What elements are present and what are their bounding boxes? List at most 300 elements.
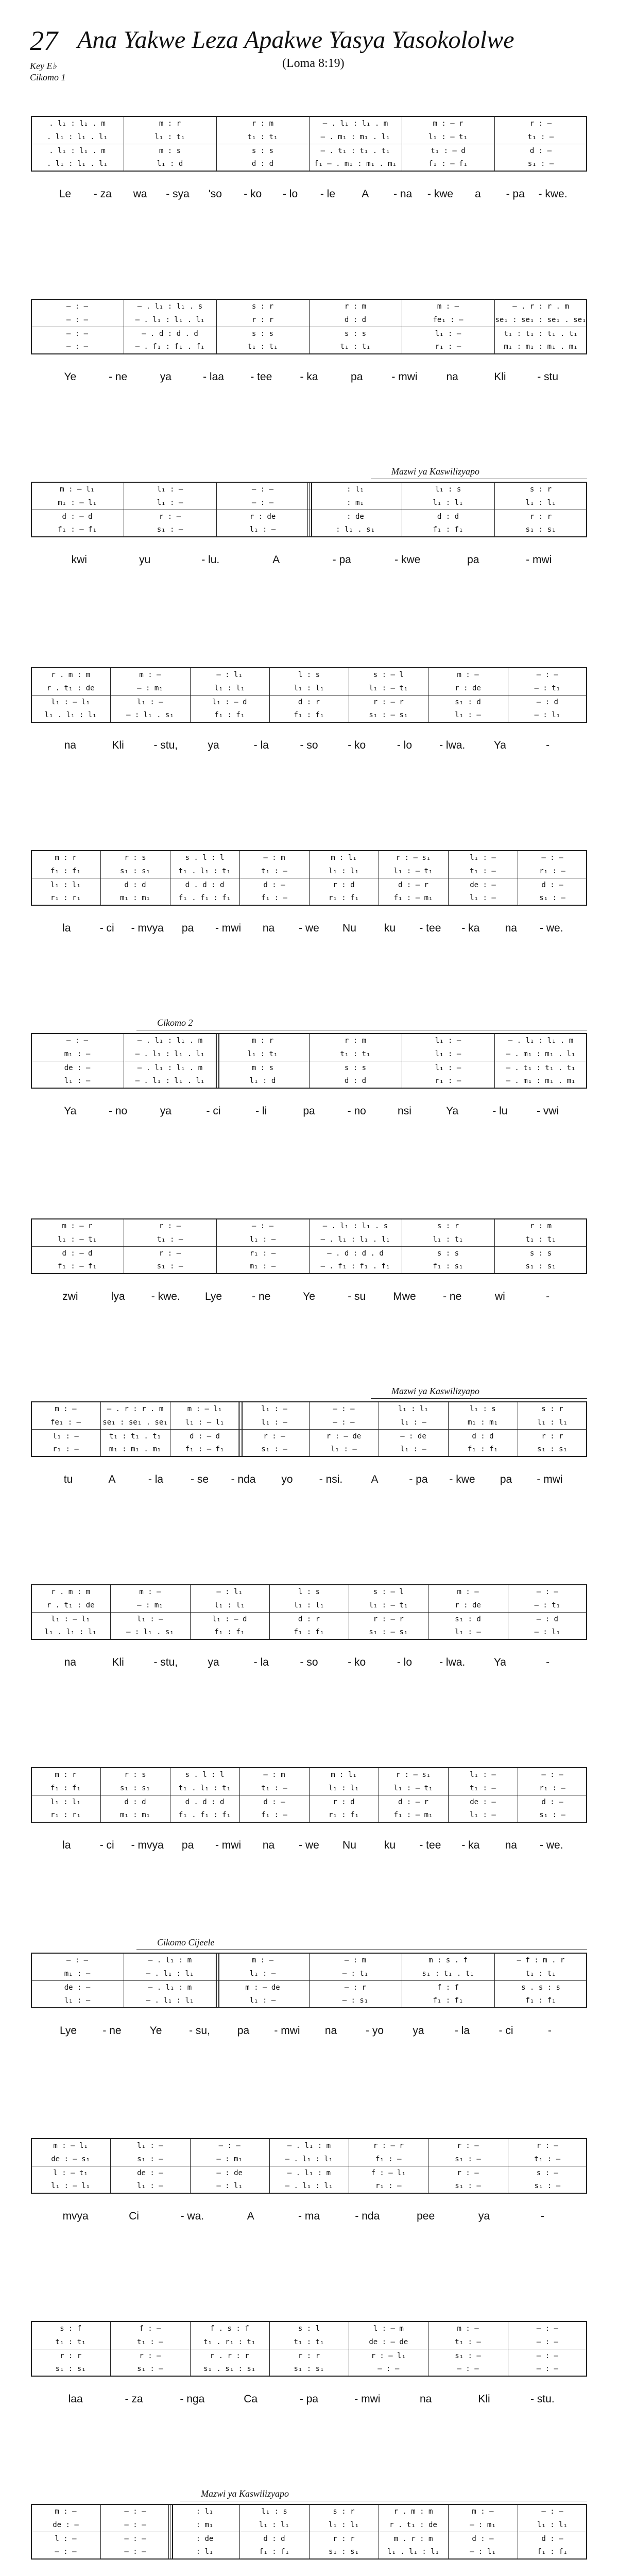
lyrics-line (31, 1839, 587, 1858)
solfa-measure: — . l₁ : l₁ (285, 2182, 333, 2190)
solfa-measure: r : — (159, 513, 181, 521)
solfa-measure: l₁ : — l₁ (51, 2182, 91, 2190)
solfa-measure: : de (347, 513, 364, 521)
solfa-measure: f₁ : f₁ (525, 1996, 556, 2005)
solfa-measure: — : l₁ . s₁ (126, 711, 174, 719)
lyric-syllable: - lo (282, 188, 298, 200)
staff-system (31, 1218, 587, 1274)
lyric-syllable: - la (148, 1473, 164, 1485)
solfa-measure: r : — r (373, 1615, 404, 1623)
solfa-measure: l₁ . l₁ : l₁ (44, 711, 97, 719)
barline (190, 2322, 191, 2376)
solfa-measure: — : m₁ (470, 2521, 496, 2529)
solfa-measure: — : m (263, 1771, 285, 1779)
double-barline (215, 1954, 219, 2007)
solfa-measure: — . l₁ : l₁ . m (137, 1037, 203, 1045)
solfa-measure: r : — (263, 1432, 285, 1440)
solfa-measure: l₁ : — (53, 1432, 79, 1440)
solfa-measure: m : — (55, 1405, 77, 1413)
solfa-measure: m : — (457, 1588, 479, 1596)
solfa-measure: f₁ : — (261, 894, 287, 902)
lyric-syllable: - le (320, 188, 336, 200)
solfa-measure: — . r : r . m (107, 1405, 164, 1413)
solfa-measure: — : t₁ (534, 684, 561, 692)
solfa-measure: t₁ : — (527, 133, 554, 141)
solfa-measure: d : — (472, 2535, 494, 2543)
solfa-measure: f₁ : — m₁ (393, 894, 433, 902)
solfa-measure: s : f (60, 2325, 82, 2333)
solfa-measure: r . m : m (51, 1588, 91, 1596)
solfa-measure: s₁ : d (455, 1615, 481, 1623)
solfa-measure: — . l₁ : l₁ . m (322, 120, 388, 128)
solfa-measure: l₁ : s (470, 1405, 496, 1413)
solfa-measure: — . l₁ : l₁ . l₁ (135, 1050, 205, 1058)
solfa-measure: — : — (66, 330, 89, 338)
solfa-measure: — . l₁ : l₁ . l₁ (135, 1077, 205, 1085)
barline (216, 117, 217, 171)
solfa-measure: l₁ : s (435, 485, 461, 494)
lyric-syllable: - mvya (131, 922, 164, 934)
solfa-measure: s₁ : — (157, 1262, 183, 1270)
solfa-measure: m : — l₁ (187, 1405, 222, 1413)
solfa-measure: r : de (249, 513, 276, 521)
lyric-syllable: - lo (397, 1656, 413, 1668)
solfa-measure: f₁ : — f₁ (58, 526, 97, 534)
solfa-measure: l₁ : — t₁ (369, 1601, 408, 1609)
solfa-measure: — : m (344, 1956, 367, 1964)
solfa-measure: d : d (344, 1077, 367, 1085)
lyric-syllable: zwi (62, 1291, 78, 1302)
solfa-measure: r₁ : f₁ (328, 894, 359, 902)
solfa-measure: l₁ : — t₁ (369, 684, 408, 692)
lyric-syllable: a (475, 188, 481, 200)
voice-row (31, 2362, 587, 2376)
lyric-syllable: ya (478, 2210, 490, 2222)
solfa-measure: r : — l₁ (371, 2352, 406, 2360)
solfa-measure: r₁ : r₁ (50, 1811, 81, 1819)
solfa-measure: l₁ : l₁ (537, 2521, 568, 2529)
lyrics-line (31, 1291, 587, 1309)
barline (494, 300, 495, 353)
solfa-measure: — : — (333, 1418, 355, 1427)
solfa-measure: s₁ : — (534, 2182, 561, 2190)
solfa-measure: m : — (472, 2507, 494, 2516)
barline-start (31, 2322, 32, 2376)
lyric-syllable: na (505, 922, 517, 934)
double-barline (168, 2505, 173, 2558)
solfa-measure: s₁ : d (455, 698, 481, 706)
solfa-measure: r : s (124, 854, 146, 862)
solfa-measure: l₁ : — (435, 330, 461, 338)
lyric-syllable: mvya (62, 2210, 89, 2222)
solfa-measure: f₁ : f₁ (433, 1996, 464, 2005)
solfa-measure: — : m₁ (216, 2155, 243, 2163)
barline (110, 2322, 111, 2376)
solfa-measure: s₁ : — (137, 2155, 163, 2163)
solfa-measure: — : de (216, 2169, 243, 2177)
solfa-measure: r₁ : — (435, 1077, 461, 1085)
voice-row (31, 2139, 587, 2153)
barline (494, 1219, 495, 1273)
lyric-syllable: - ne (252, 1291, 271, 1302)
solfa-measure: t₁ : — (261, 1784, 287, 1792)
lyric-syllable: kwi (71, 554, 87, 566)
solfa-measure: d : d (472, 1432, 494, 1440)
barline-end (586, 1219, 587, 1273)
lyrics-line (31, 739, 587, 758)
lyrics-line (31, 1656, 587, 1675)
voice-row (31, 668, 587, 682)
barline-end (586, 1585, 587, 1639)
solfa-measure: r : — (159, 1222, 181, 1230)
solfa-measure: m : l₁ (331, 854, 357, 862)
solfa-measure: s₁ : — (157, 526, 183, 534)
lyric-syllable: lya (111, 1291, 125, 1302)
barline (309, 1768, 310, 1822)
barline (239, 2505, 240, 2558)
staff-system (31, 1033, 587, 1089)
barline-end (586, 851, 587, 905)
solfa-measure: — : — (66, 316, 89, 324)
voice-row (31, 682, 587, 695)
solfa-measure: s₁ : — (261, 1445, 287, 1453)
lyrics-line (31, 554, 587, 572)
solfa-measure: m : — (457, 671, 479, 679)
solfa-measure: r₁ : — (249, 1249, 276, 1258)
solfa-measure: — . l₁ : m (148, 1956, 192, 1964)
lyric-syllable: Ya (493, 739, 506, 751)
solfa-measure: f₁ : f₁ (50, 867, 81, 875)
solfa-measure: m : r (55, 1771, 77, 1779)
lyric-syllable: - so (300, 739, 318, 751)
lyrics-line (31, 2210, 587, 2229)
solfa-measure: r : — r (373, 2142, 404, 2150)
solfa-measure: l₁ : l₁ (294, 684, 324, 692)
voice-row (31, 695, 587, 709)
solfa-measure: r . m : m (393, 2507, 433, 2516)
staff-system (31, 850, 587, 906)
lyric-syllable: - mvya (131, 1839, 164, 1851)
barline (100, 1768, 101, 1822)
lyric-syllable: Kli (112, 1656, 124, 1668)
solfa-measure: : l₁ (196, 2507, 214, 2516)
solfa-measure: — . m₁ : m₁ . l₁ (506, 1050, 576, 1058)
solfa-measure: — : m₁ (137, 1601, 163, 1609)
barline (110, 1585, 111, 1639)
solfa-measure: — : d (536, 698, 558, 706)
lyric-syllable: - na (393, 188, 413, 200)
barline-end (586, 1402, 587, 1456)
solfa-measure: l₁ : l₁ (328, 867, 359, 875)
section-marker: Mazwi ya Kaswilizyapo (391, 466, 480, 477)
solfa-measure: f : — l₁ (371, 2169, 406, 2177)
solfa-measure: s . l : l (185, 854, 225, 862)
solfa-measure: de : — (64, 1064, 91, 1072)
solfa-measure: de : — (470, 1798, 496, 1806)
solfa-measure: — : — (541, 2507, 563, 2516)
solfa-measure: m : l₁ (331, 1771, 357, 1779)
lyric-syllable: 'so (208, 188, 222, 200)
solfa-measure: l₁ : — d (212, 698, 247, 706)
lyric-syllable: - kwe. (538, 188, 568, 200)
solfa-measure: l₁ : — (157, 485, 183, 494)
solfa-measure: f₁ — . m₁ : m₁ . m₁ (314, 160, 397, 168)
solfa-measure: s₁ : s₁ (328, 2548, 359, 2556)
staff-system (31, 2321, 587, 2377)
staff-system (31, 1584, 587, 1640)
barline-start (31, 851, 32, 905)
barline-start (31, 1585, 32, 1639)
solfa-measure: — : m (263, 854, 285, 862)
solfa-measure: s : s (344, 330, 367, 338)
solfa-measure: d : r (298, 698, 320, 706)
solfa-measure: l₁ : — d (212, 1615, 247, 1623)
solfa-measure: : l₁ (347, 485, 364, 494)
solfa-measure: l₁ : — (470, 894, 496, 902)
solfa-measure: f₁ : f₁ (50, 1784, 81, 1792)
solfa-measure: d : d (263, 2535, 285, 2543)
solfa-measure: s : — l (373, 1588, 404, 1596)
lyric-syllable: ku (384, 922, 396, 934)
solfa-measure: l₁ : s (261, 2507, 287, 2516)
barline (494, 1034, 495, 1088)
solfa-measure: d : — r (398, 881, 428, 889)
barline (309, 2505, 310, 2558)
barline (269, 668, 270, 722)
voice-row (31, 2349, 587, 2363)
lyrics-line (31, 922, 587, 941)
solfa-measure: f₁ : s₁ (433, 1262, 464, 1270)
lyric-syllable: - sya (166, 188, 190, 200)
solfa-measure: — : — (66, 1956, 89, 1964)
solfa-measure: f₁ : f₁ (214, 1628, 245, 1636)
lyric-syllable: - mwi (215, 1839, 242, 1851)
barline (216, 1219, 217, 1273)
solfa-measure: r . m : m (51, 671, 91, 679)
lyric-syllable: pa (351, 371, 363, 383)
solfa-measure: r : — (159, 1249, 181, 1258)
lyric-syllable: na (324, 2025, 337, 2037)
solfa-measure: l₁ . l₁ : l₁ (387, 2548, 440, 2556)
lyric-syllable: na (64, 739, 77, 751)
solfa-measure: l₁ : l₁ (294, 1601, 324, 1609)
solfa-measure: d : d (344, 316, 367, 324)
lyric-syllable: - la (454, 2025, 470, 2037)
solfa-measure: s₁ : s₁ (537, 1445, 568, 1453)
solfa-measure: m : s (159, 147, 181, 155)
lyric-syllable: yu (139, 554, 151, 566)
solfa-measure: l₁ : — (137, 698, 163, 706)
solfa-measure: r : r (298, 2352, 320, 2360)
barline (100, 2505, 101, 2558)
lyric-syllable: Kli (112, 739, 124, 751)
solfa-measure: — : t₁ (534, 1601, 561, 1609)
staff-system (31, 1767, 587, 1823)
staff-system (31, 2138, 587, 2194)
solfa-measure: m₁ : m₁ (119, 1811, 150, 1819)
solfa-measure: s : s (251, 147, 274, 155)
solfa-measure: — : — (55, 2548, 77, 2556)
solfa-measure: l₁ : — (455, 711, 481, 719)
lyric-syllable: - (546, 739, 550, 751)
solfa-measure: f₁ : f₁ (537, 2548, 568, 2556)
solfa-measure: — . l₁ : l₁ . l₁ (320, 1235, 390, 1244)
solfa-measure: s₁ : s₁ (55, 2365, 86, 2373)
lyric-syllable: pee (417, 2210, 435, 2222)
solfa-measure: m₁ : — (64, 1050, 91, 1058)
solfa-measure: s : r (333, 2507, 355, 2516)
solfa-measure: f₁ : — (375, 2155, 402, 2163)
solfa-measure: s₁ : — (539, 1811, 565, 1819)
solfa-measure: m : s (251, 1064, 274, 1072)
staff-system (31, 299, 587, 354)
lyric-syllable: pa (467, 554, 479, 566)
solfa-measure: s₁ : s₁ (119, 867, 150, 875)
solfa-measure: t₁ : t₁ (340, 343, 371, 351)
solfa-measure: — : l₁ (216, 1588, 243, 1596)
lyric-syllable: - nda (355, 2210, 380, 2222)
barline (190, 668, 191, 722)
lyric-syllable: na (64, 1656, 77, 1668)
solfa-measure: f₁ : — f₁ (428, 160, 468, 168)
lyric-syllable: na (446, 371, 458, 383)
lyric-syllable: yo (281, 1473, 293, 1485)
solfa-measure: r : — de (326, 1432, 362, 1440)
solfa-measure: — : — (536, 671, 558, 679)
solfa-measure: l₁ : — (435, 1037, 461, 1045)
lyrics-line (31, 2393, 587, 2412)
solfa-measure: — : — (251, 1222, 274, 1230)
double-barline (307, 483, 312, 536)
solfa-measure: s₁ : — (455, 2182, 481, 2190)
solfa-measure: l₁ : l₁ (433, 499, 464, 507)
lyric-syllable: Kli (478, 2393, 490, 2405)
lyric-syllable: - wa. (180, 2210, 204, 2222)
solfa-measure: l₁ : l₁ (398, 1405, 428, 1413)
solfa-measure: r : — (529, 120, 552, 128)
voice-row (31, 1585, 587, 1599)
solfa-measure: — . l₁ : l₁ (285, 2155, 333, 2163)
solfa-measure: l₁ : l₁ (50, 1798, 81, 1806)
lyric-syllable: Ci (129, 2210, 139, 2222)
barline-start (31, 300, 32, 353)
solfa-measure: — : — (251, 485, 274, 494)
lyric-syllable: Lye (204, 1291, 222, 1302)
solfa-measure: — . l₁ : l₁ . s (137, 302, 203, 311)
solfa-measure: l₁ : l₁ (328, 2521, 359, 2529)
solfa-measure: l₁ : — (400, 1418, 426, 1427)
lyric-syllable: - su (348, 1291, 366, 1302)
solfa-measure: de : — s₁ (51, 2155, 91, 2163)
voice-row (31, 2166, 587, 2180)
solfa-measure: l : — m (373, 2325, 404, 2333)
solfa-measure: l₁ : — l₁ (51, 1615, 91, 1623)
barline-start (31, 2505, 32, 2558)
lyric-syllable: ku (384, 1839, 396, 1851)
barline (190, 2139, 191, 2193)
solfa-measure: m : — (55, 2507, 77, 2516)
barline-start (31, 1402, 32, 1456)
lyric-syllable: - su, (189, 2025, 210, 2037)
solfa-measure: r . t₁ : de (389, 2521, 437, 2529)
solfa-measure: — : — (377, 2365, 400, 2373)
solfa-measure: f₁ . f₁ : f₁ (178, 1811, 231, 1819)
voice-row (31, 1612, 587, 1626)
solfa-measure: s₁ : s₁ (525, 526, 556, 534)
solfa-measure: d : — d (189, 1432, 220, 1440)
lyric-syllable: A (247, 2210, 254, 2222)
solfa-measure: d : d (124, 881, 146, 889)
double-barline (238, 1402, 243, 1456)
solfa-measure: m : r (159, 120, 181, 128)
lyric-syllable: - se (190, 1473, 209, 1485)
solfa-measure: s : r (251, 302, 274, 311)
lyric-syllable: - mwi (274, 2025, 300, 2037)
solfa-measure: s : r (529, 485, 552, 494)
solfa-measure: l₁ : — l₁ (185, 1418, 225, 1427)
lyric-syllable: - (548, 2025, 552, 2037)
solfa-measure: — : l₁ (534, 1628, 561, 1636)
solfa-measure: — . l₁ : l₁ (146, 1970, 194, 1978)
solfa-measure: t₁ : t₁ (525, 1235, 556, 1244)
solfa-measure: — : — (541, 854, 563, 862)
solfa-measure: . l₁ : l₁ . l₁ (46, 133, 108, 141)
solfa-measure: de : — (64, 1984, 91, 1992)
lyric-syllable: - ci (499, 2025, 513, 2037)
lyric-syllable: A (108, 1473, 116, 1485)
lyric-syllable: ya (160, 1105, 171, 1117)
solfa-measure: l₁ : — l₁ (51, 698, 91, 706)
solfa-measure: m₁ : — l₁ (58, 499, 97, 507)
solfa-measure: l₁ : l₁ (328, 1784, 359, 1792)
solfa-measure: s : s (344, 1064, 367, 1072)
solfa-measure: f₁ . f₁ : f₁ (178, 894, 231, 902)
solfa-measure: s : s (251, 330, 274, 338)
solfa-measure: l₁ : — (157, 499, 183, 507)
solfa-measure: s₁ : — s₁ (369, 711, 408, 719)
barline-end (586, 300, 587, 353)
solfa-measure: l : — (55, 2535, 77, 2543)
lyric-syllable: - we (299, 922, 319, 934)
barline-end (586, 1034, 587, 1088)
key-signature: Key E♭ (30, 61, 57, 71)
solfa-measure: se₁ : se₁ . se₁ (102, 1418, 168, 1427)
solfa-measure: r₁ : r₁ (50, 894, 81, 902)
solfa-measure: t₁ : t₁ . t₁ (109, 1432, 162, 1440)
solfa-measure: — : — (124, 2521, 146, 2529)
section-label: Cikomo 1 (30, 72, 66, 82)
solfa-measure: — : — (251, 499, 274, 507)
solfa-measure: f₁ : f₁ (214, 711, 245, 719)
voice-row (31, 708, 587, 722)
solfa-measure: r : r (333, 2535, 355, 2543)
solfa-measure: l₁ : l₁ (214, 684, 245, 692)
lyric-syllable: la (62, 1839, 71, 1851)
solfa-measure: . l₁ : l₁ . m (49, 147, 106, 155)
solfa-measure: m : — (251, 1956, 274, 1964)
lyric-syllable: - ci (206, 1105, 221, 1117)
lyric-syllable: Ye (149, 2025, 162, 2037)
barline-end (586, 1954, 587, 2007)
solfa-measure: de : — (137, 2169, 163, 2177)
lyric-syllable: ya (208, 739, 219, 751)
solfa-measure: m₁ : m₁ : m₁ . m₁ (504, 343, 578, 351)
solfa-measure: m₁ : m₁ (119, 894, 150, 902)
solfa-measure: d : — (541, 881, 563, 889)
solfa-measure: l₁ : — (64, 1077, 91, 1085)
voice-row (31, 2179, 587, 2193)
solfa-measure: r . r : r (210, 2352, 249, 2360)
